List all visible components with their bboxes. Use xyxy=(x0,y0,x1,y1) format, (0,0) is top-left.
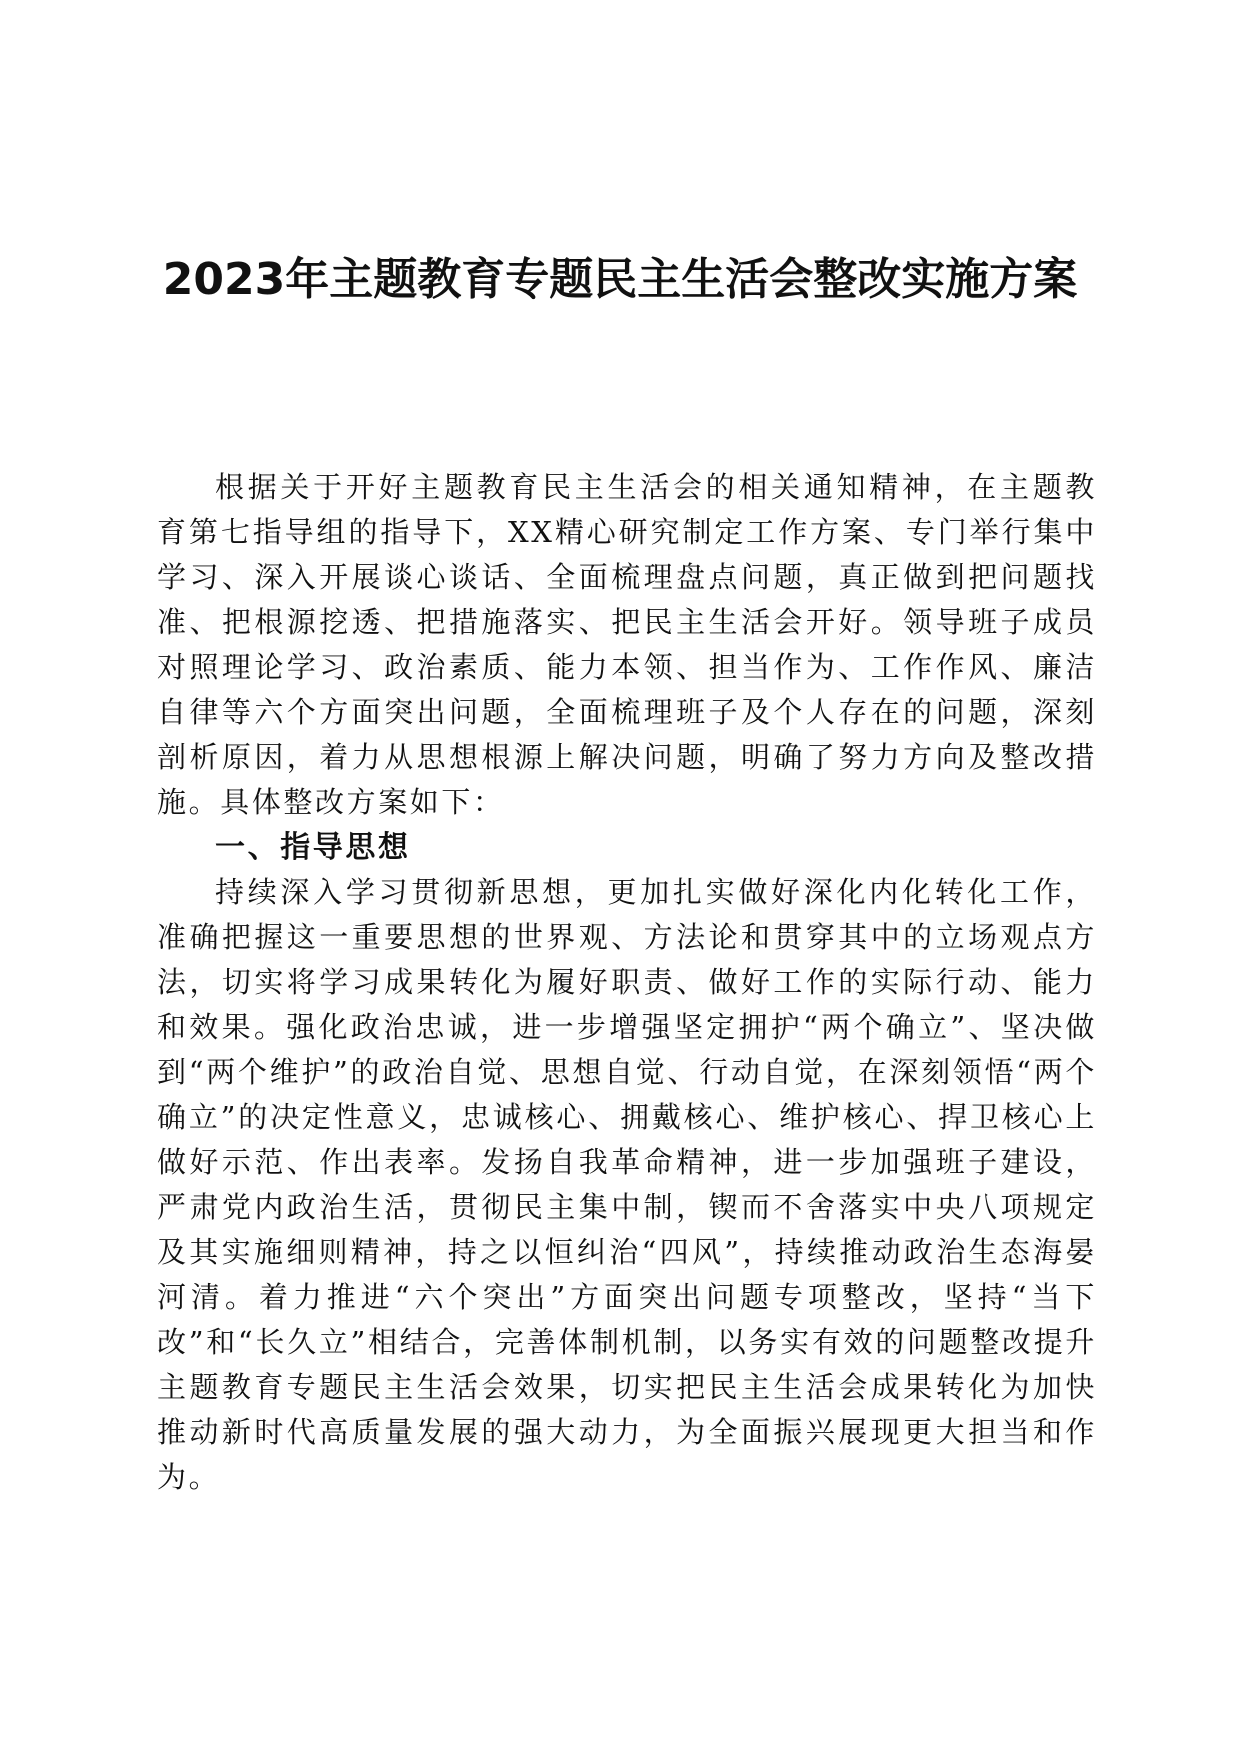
document-title: 2023年主题教育专题民主生活会整改实施方案 xyxy=(162,254,1078,305)
intro-paragraph: 根据关于开好主题教育民主生活会的相关通知精神，在主题教育第七指导组的指导下，XX精心研究制定工作方案、专门举行集中学习、深入开展谈心谈话、全面梳理盘点问题，真正做到把问题找准、把根源挖透、把措施落实、把民主生活会开好。领导班子成员对照理论学习、政治素质、能力本领、担当作为、工作作风、廉洁自律等六个方面突出问题，全面梳理班子及个人存在的问题，深刻剖析原因，着力从思想根源上解决问题，明确了努力方向及整改措施。具体整改方案如下： xyxy=(157,470,1097,819)
document-body xyxy=(157,465,1097,1500)
section-heading-guiding-ideology: 一、指导思想 xyxy=(215,830,411,865)
section-paragraph-guiding-ideology: 持续深入学习贯彻新思想，更加扎实做好深化内化转化工作，准确把握这一重要思想的世界观、方法论和贯穿其中的立场观点方法，切实将学习成果转化为履好职责、做好工作的实际行动、能力和效果。强化政治忠诚，进一步增强坚定拥护“两个确立”、坚决做到“两个维护”的政治自觉、思想自觉、行动自觉，在深刻领悟“两个确立”的决定性意义，忠诚核心、拥戴核心、维护核心、捍卫核心上做好示范、作出表率。发扬自我革命精神，进一步加强班子建设，严肃党内政治生活，贯彻民主集中制，锲而不舍落实中央八项规定及其实施细则精神，持之以恒纠治“四风”，持续推动政治生态海晏河清。着力推进“六个突出”方面突出问题专项整改，坚持“当下改”和“长久立”相结合，完善体制机制，以务实有效的问题整改提升主题教育专题民主生活会效果，切实把民主生活会成果转化为加快推动新时代高质量发展的强大动力，为全面振兴展现更大担当和作为。 xyxy=(157,875,1097,1494)
